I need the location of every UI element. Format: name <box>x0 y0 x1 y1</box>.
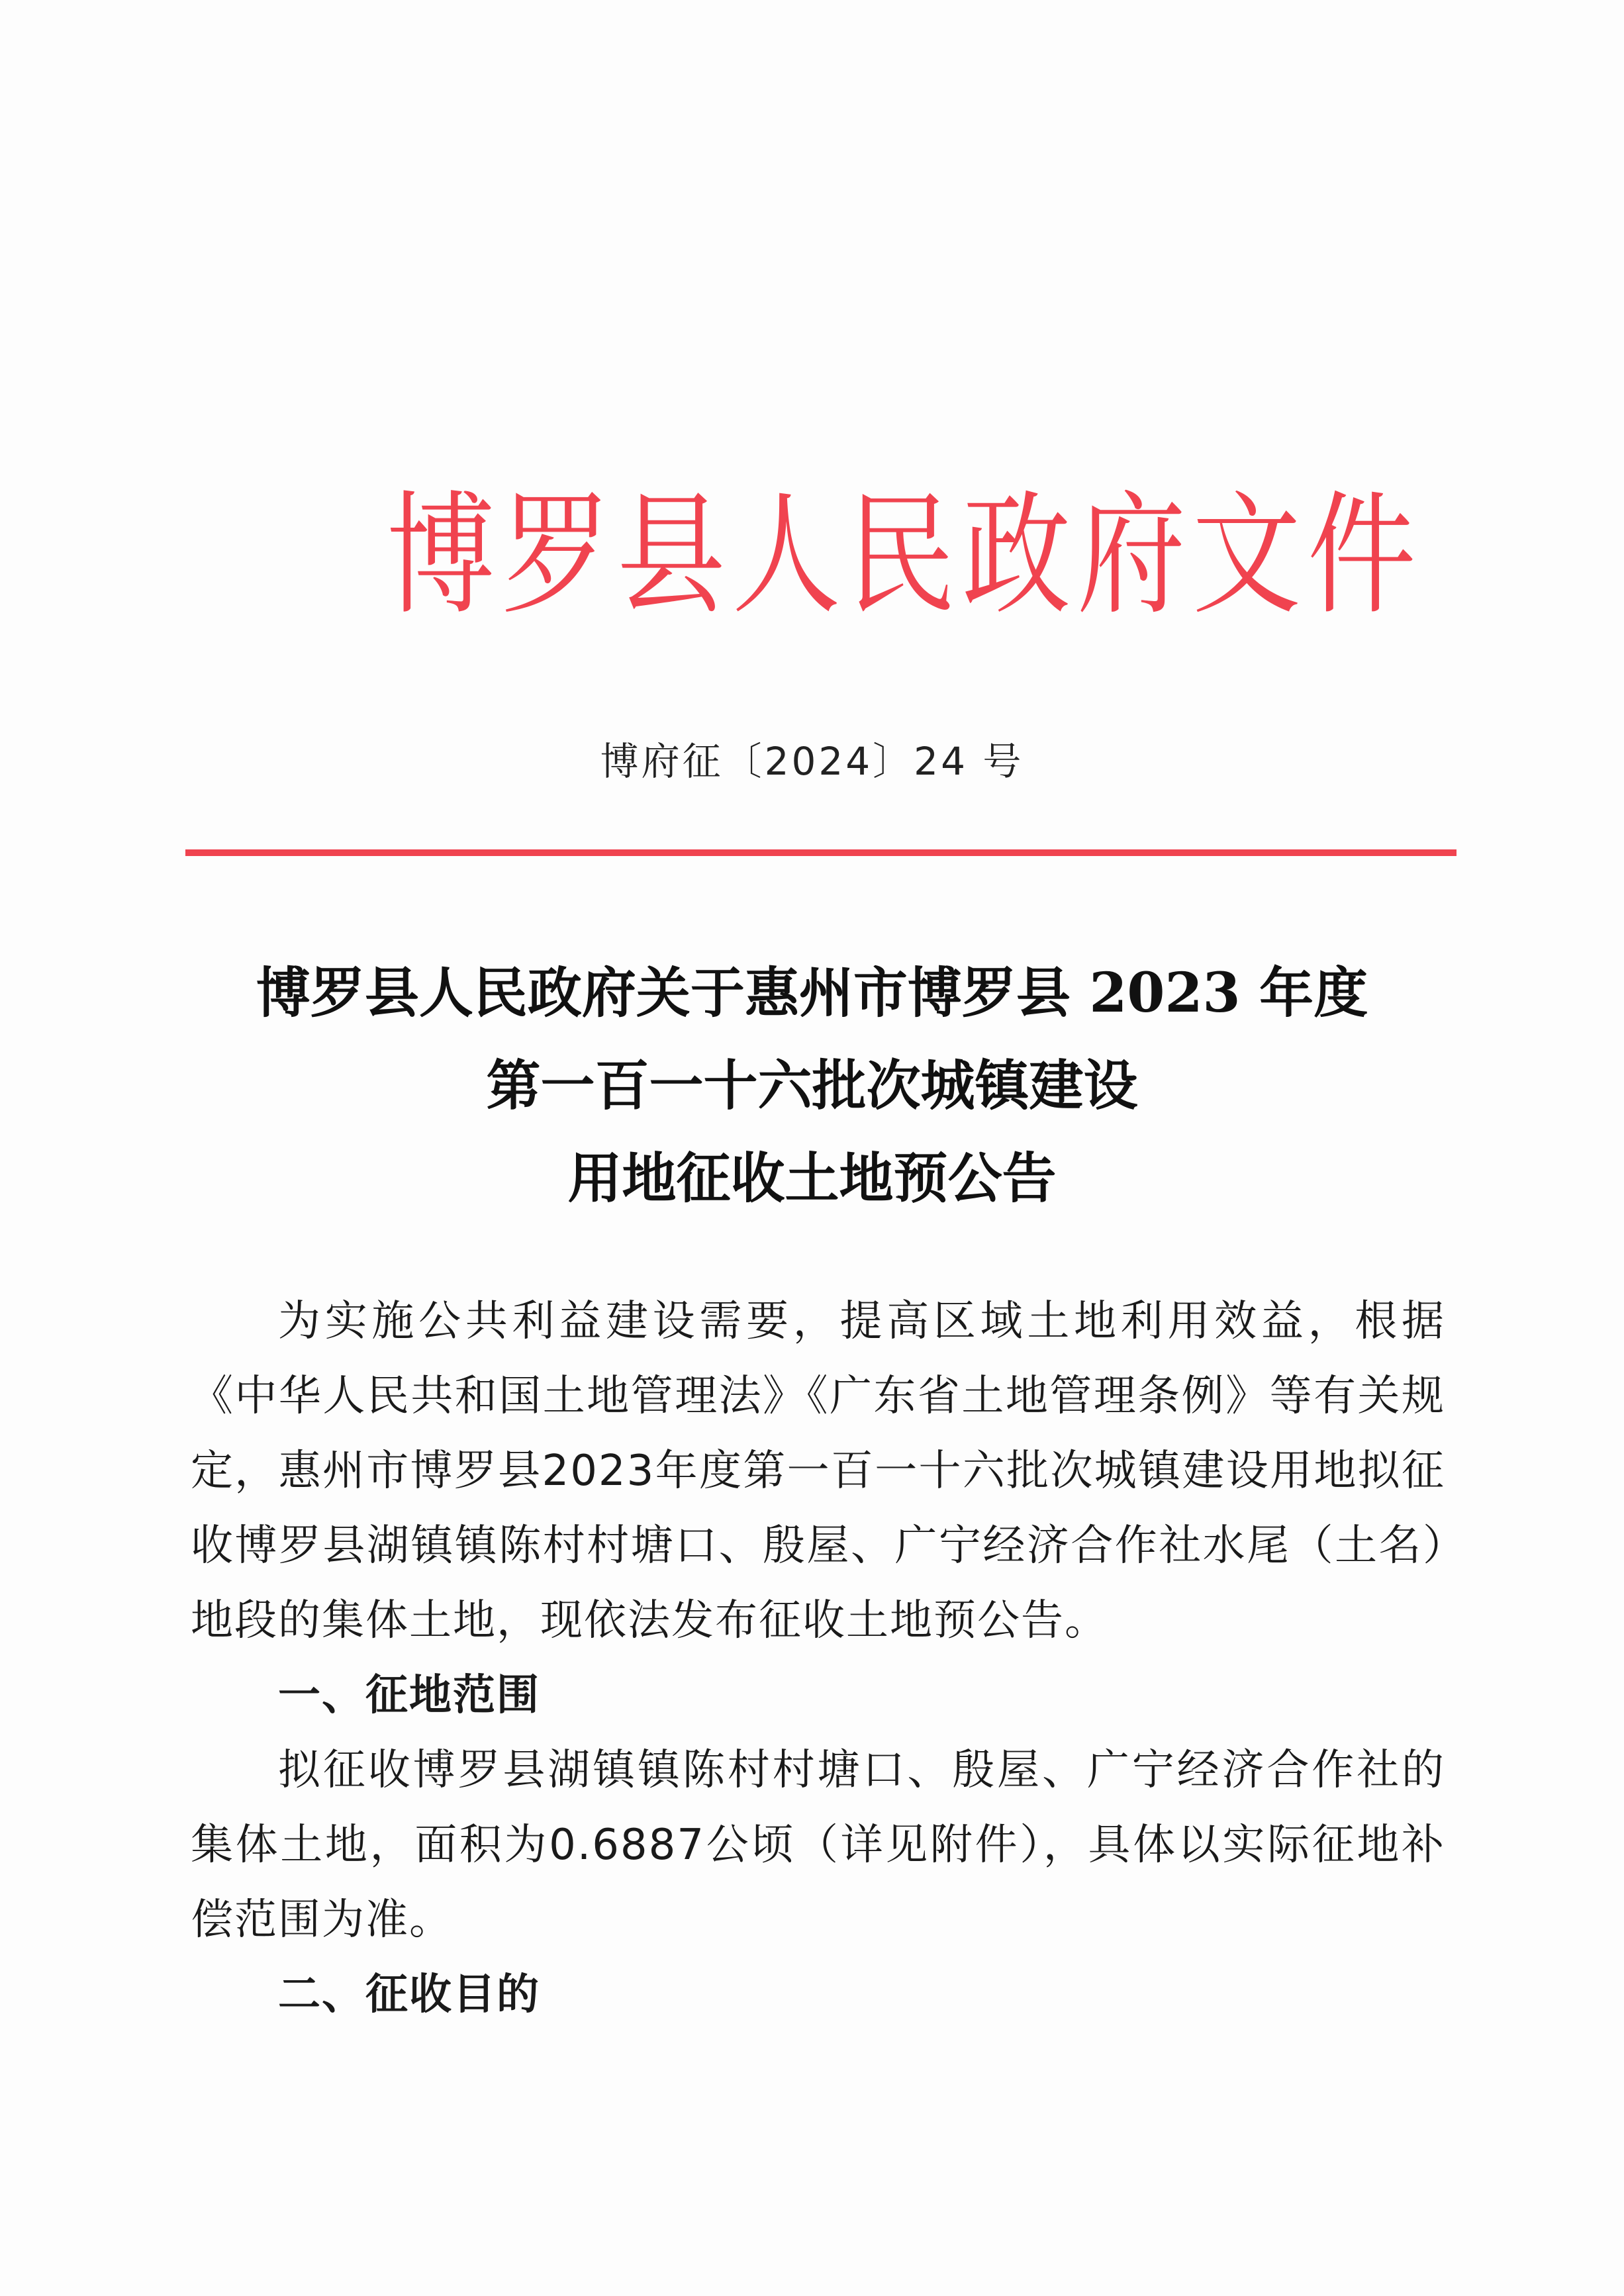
title-line-1: 博罗县人民政府关于惠州市博罗县 2023 年度 <box>256 961 1368 1025</box>
masthead-title: 博罗县人民政府文件 <box>387 479 1423 633</box>
document-body <box>191 1284 1445 2033</box>
section-heading-scope: 一、征地范围 <box>278 1671 540 1720</box>
intro-paragraph: 为实施公共利益建设需要，提高区域土地利用效益，根据《中华人民共和国土地管理法》《广东省土地管理条例》等有关规定，惠州市博罗县2023年度第一百一十六批次城镇建设用地拟征收博罗县湖镇镇陈村村塘口、殷屋、广宁经济合作社水尾（土名）地段的集体土地，现依法发布征收土地预公告。 <box>191 1297 1445 1645</box>
section-paragraph-scope: 拟征收博罗县湖镇镇陈村村塘口、殷屋、广宁经济合作社的集体土地，面积为0.6887公顷（详见附件），具体以实际征地补偿范围为准。 <box>191 1746 1445 1944</box>
document-number: 博府征〔2024〕24 号 <box>600 739 1024 784</box>
title-line-2: 第一百一十六批次城镇建设 <box>486 1054 1138 1118</box>
section-heading-purpose: 二、征收目的 <box>278 1970 540 2019</box>
document-title <box>0 947 1624 1225</box>
red-divider-rule <box>185 849 1457 856</box>
title-line-3: 用地征收土地预公告 <box>567 1147 1057 1210</box>
